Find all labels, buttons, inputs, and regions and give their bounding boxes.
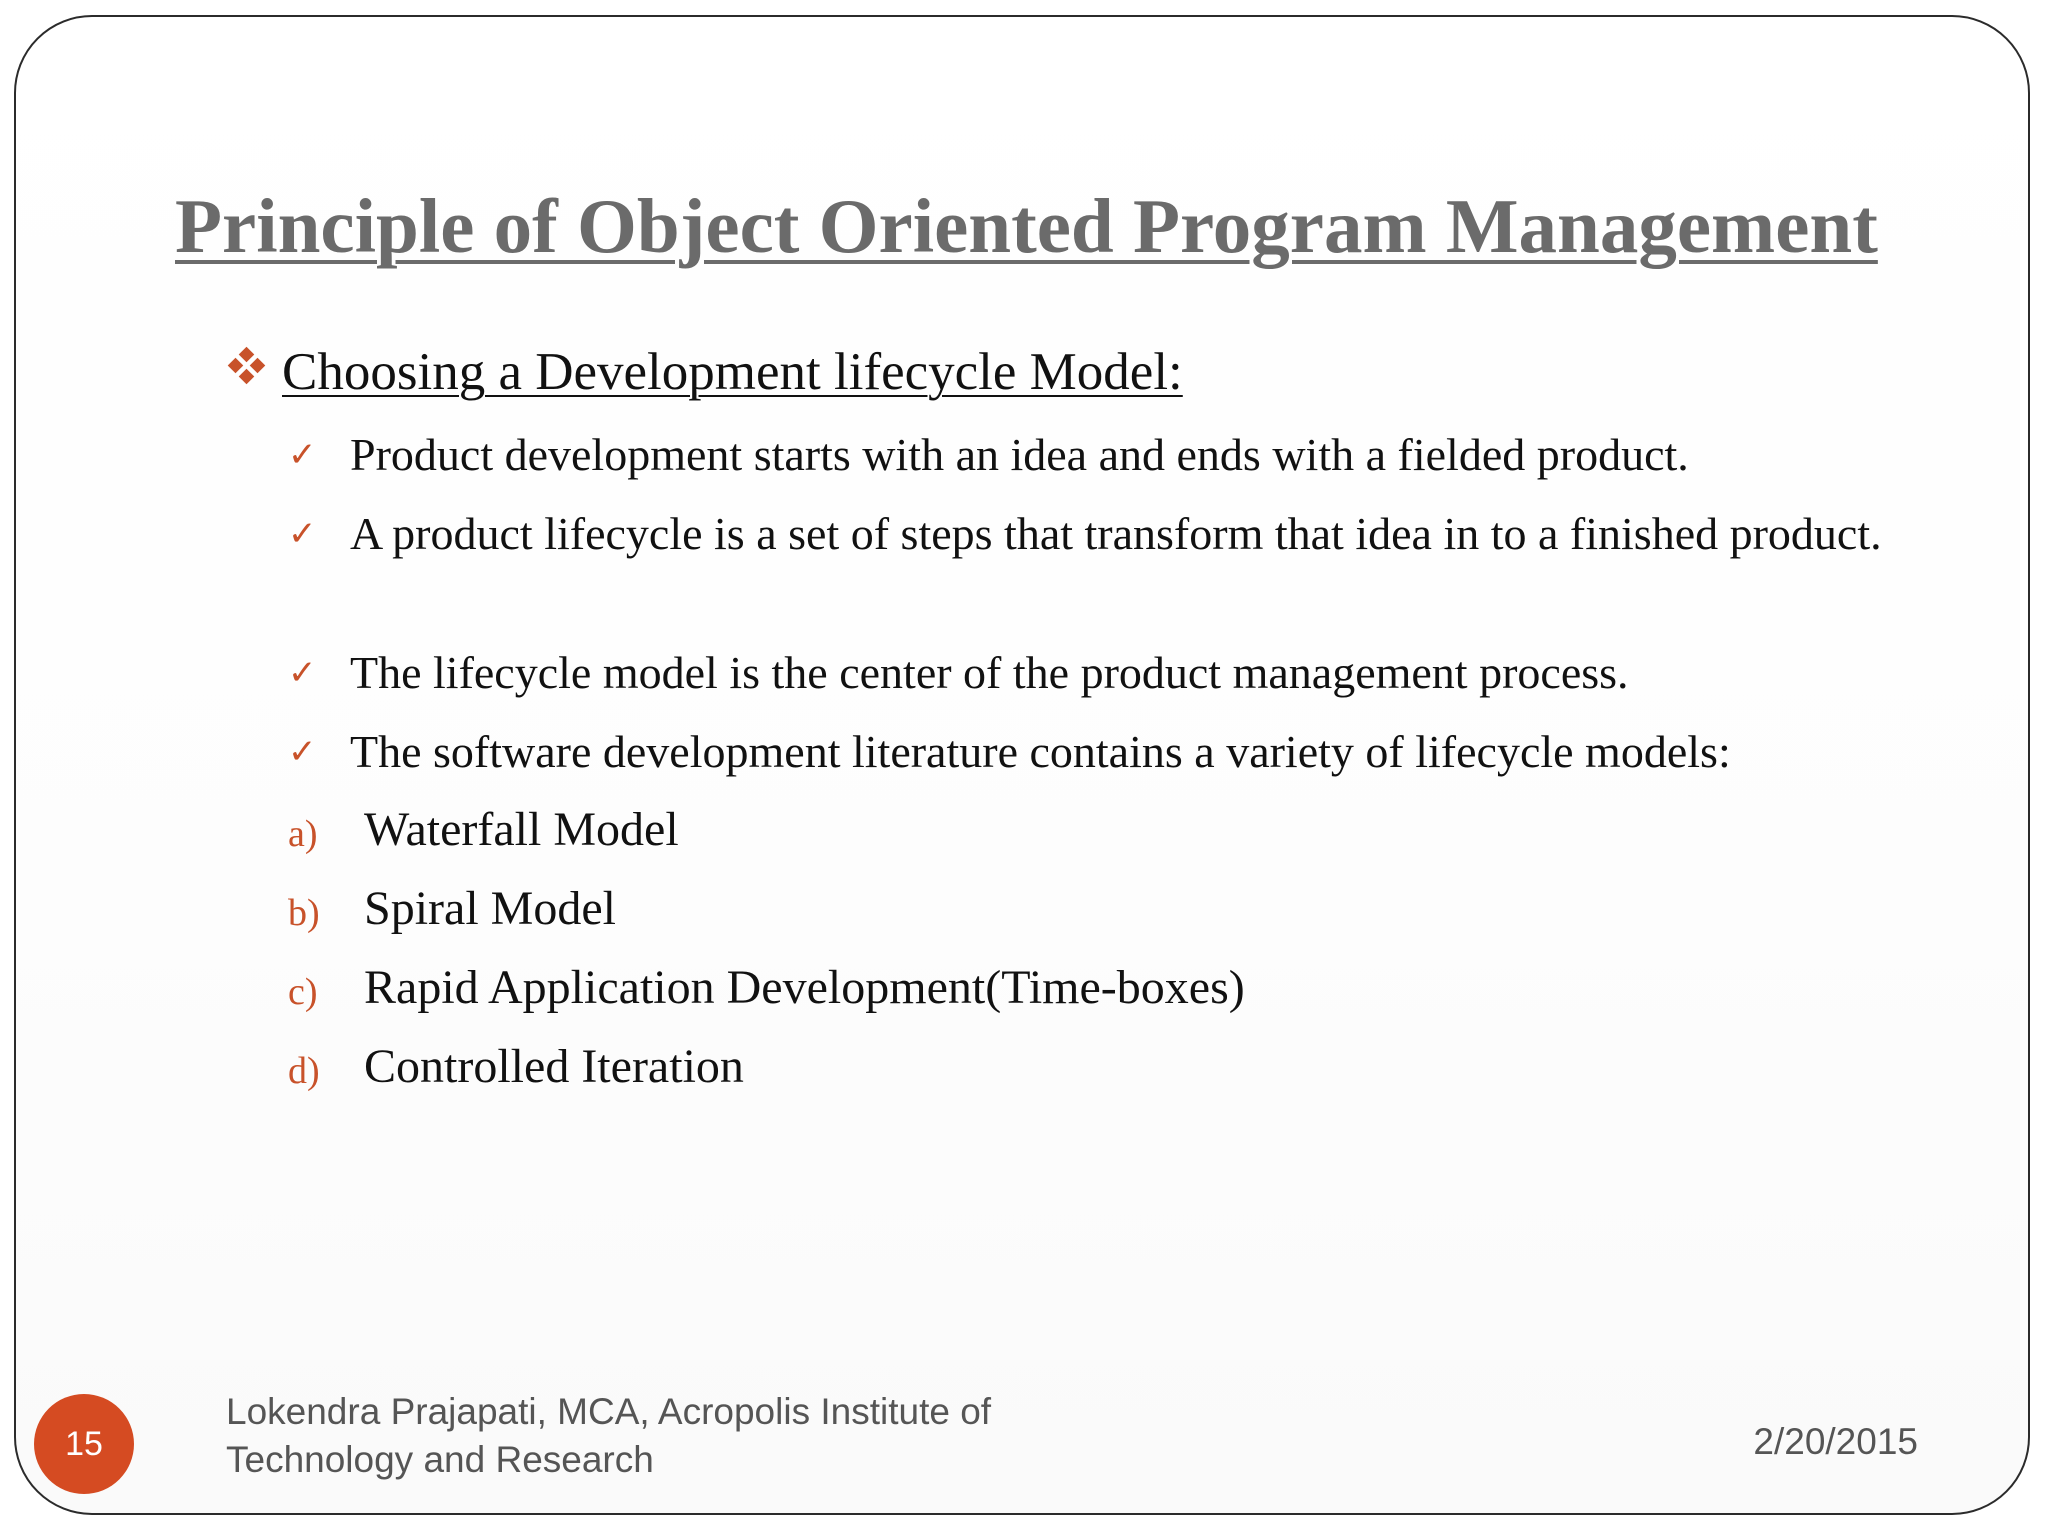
page-number-badge: 15	[34, 1394, 134, 1494]
bullet-text: A product lifecycle is a set of steps that transform that idea in to a finished product.	[350, 508, 1882, 559]
model-label: Waterfall Model	[364, 803, 679, 856]
footer-author: Lokendra Prajapati, MCA, Acropolis Institute of Technology and Research	[226, 1391, 992, 1480]
check-mark-icon: ✓	[288, 514, 317, 554]
bullet-text: Product development starts with an idea and ends with a fielded product.	[350, 429, 1689, 480]
model-label: Spiral Model	[364, 882, 616, 935]
check-mark-icon: ✓	[288, 653, 317, 693]
bullet-text: The lifecycle model is the center of the product management process.	[350, 647, 1629, 698]
slide-title: Principle of Object Oriented Program Management	[175, 183, 1878, 269]
list-marker: d)	[288, 1050, 320, 1092]
diamond-cluster-icon	[230, 349, 264, 383]
model-label: Rapid Application Development(Time-boxes)	[364, 961, 1245, 1014]
list-marker: b)	[288, 892, 320, 934]
section-heading	[230, 336, 1183, 408]
footer-date: 2/20/2015	[1753, 1421, 1918, 1462]
check-mark-icon: ✓	[288, 732, 317, 772]
list-marker: c)	[288, 971, 318, 1013]
list-marker: a)	[288, 813, 318, 855]
section-heading-text: Choosing a Development lifecycle Model:	[282, 343, 1183, 401]
bullet-text: The software development literature contains a variety of lifecycle models:	[350, 726, 1731, 777]
model-label: Controlled Iteration	[364, 1040, 744, 1093]
check-mark-icon: ✓	[288, 435, 317, 475]
